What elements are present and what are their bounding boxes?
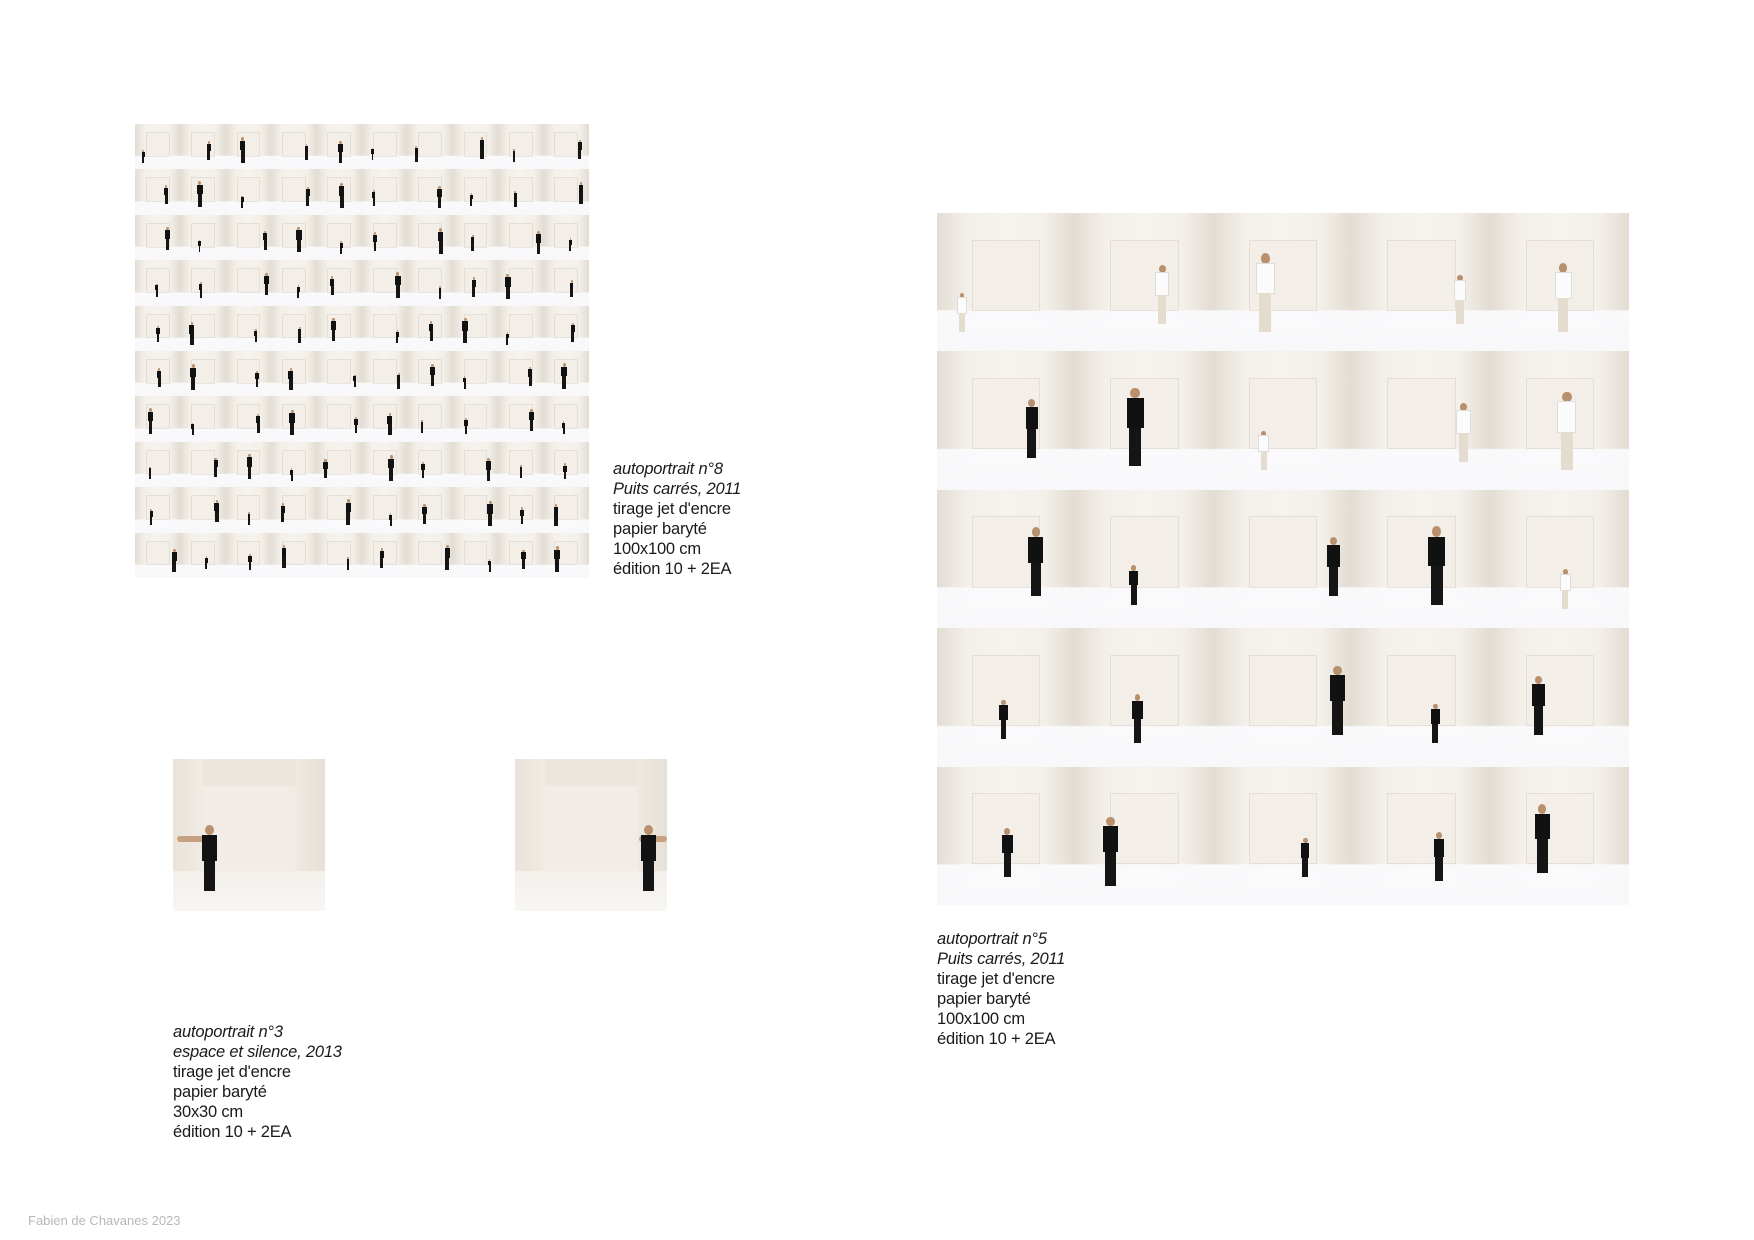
room-tile xyxy=(135,215,180,260)
room-tile xyxy=(498,533,543,578)
figure-silhouette xyxy=(463,376,466,389)
figure-silhouette xyxy=(289,410,295,436)
room-tile xyxy=(498,442,543,487)
figure-silhouette xyxy=(338,141,343,163)
room-tile xyxy=(1214,767,1352,905)
room-tile xyxy=(453,169,498,214)
room-tile xyxy=(180,351,225,396)
figure-silhouette xyxy=(578,140,582,159)
room-tile xyxy=(407,215,452,260)
room-tile xyxy=(453,124,498,169)
caption-series: espace et silence, 2013 xyxy=(173,1043,342,1061)
caption-series: Puits carrés, 2011 xyxy=(937,950,1066,968)
figure-silhouette xyxy=(156,326,159,342)
room-tile xyxy=(937,351,1075,489)
figure-silhouette xyxy=(1026,399,1039,458)
figure-silhouette xyxy=(380,548,384,567)
room-tile xyxy=(317,351,362,396)
figure-silhouette xyxy=(1327,537,1340,596)
room-tile xyxy=(498,306,543,351)
figure-silhouette xyxy=(347,557,350,570)
figure-silhouette xyxy=(563,463,566,479)
figure-silhouette xyxy=(353,375,356,388)
room-tile xyxy=(135,306,180,351)
figure-silhouette xyxy=(248,512,251,525)
caption-edition: édition 10 + 2EA xyxy=(613,560,732,578)
room-tile xyxy=(226,124,271,169)
artwork-autoportrait-5 xyxy=(937,213,1629,905)
caption-title: autoportrait n°8 xyxy=(613,460,723,478)
figure-silhouette xyxy=(1431,704,1440,743)
figure-silhouette xyxy=(561,363,567,389)
figure-silhouette xyxy=(165,227,170,249)
artwork-autoportrait-8 xyxy=(135,124,589,578)
figure-silhouette xyxy=(387,413,392,435)
room-tile xyxy=(226,533,271,578)
room-tile xyxy=(226,396,271,441)
room-tile xyxy=(498,215,543,260)
room-tile xyxy=(180,442,225,487)
room-tile xyxy=(317,169,362,214)
figure-silhouette xyxy=(439,286,442,299)
figure-silhouette xyxy=(529,409,534,431)
caption-series: Puits carrés, 2011 xyxy=(613,480,742,498)
room-tile xyxy=(135,169,180,214)
figure-silhouette xyxy=(570,280,573,296)
figure-silhouette xyxy=(306,187,310,206)
figure-silhouette xyxy=(396,330,399,343)
room-tile xyxy=(317,306,362,351)
figure-silhouette xyxy=(1156,265,1169,324)
room-tile xyxy=(362,442,407,487)
room-tile xyxy=(1214,490,1352,628)
room-tile xyxy=(544,215,589,260)
room-tile xyxy=(271,487,316,532)
figure-silhouette xyxy=(415,146,418,162)
figure-silhouette xyxy=(1132,694,1143,743)
room-tile xyxy=(407,124,452,169)
figure-silhouette xyxy=(172,549,177,571)
room-tile xyxy=(362,306,407,351)
figure-silhouette xyxy=(397,373,400,389)
room-tile xyxy=(180,487,225,532)
figure-silhouette xyxy=(422,504,426,523)
room-tile xyxy=(544,533,589,578)
figure-silhouette xyxy=(197,181,203,207)
figure-silhouette xyxy=(1428,526,1445,605)
room-tile xyxy=(362,396,407,441)
figure-silhouette xyxy=(389,513,392,526)
figure-silhouette xyxy=(487,501,493,527)
room-tile xyxy=(407,351,452,396)
caption-autoportrait-5 xyxy=(937,929,1065,1049)
figure-silhouette xyxy=(205,556,208,569)
room-tile xyxy=(544,124,589,169)
figure-silhouette xyxy=(199,282,202,298)
room-tile xyxy=(226,442,271,487)
caption-title: autoportrait n°5 xyxy=(937,930,1047,948)
room-tile xyxy=(1075,351,1213,489)
room-tile xyxy=(135,351,180,396)
room-tile xyxy=(407,260,452,305)
room-tile xyxy=(317,124,362,169)
figure-silhouette xyxy=(240,137,246,163)
figure-silhouette xyxy=(1330,666,1345,735)
room-tile xyxy=(453,306,498,351)
room-tile xyxy=(453,396,498,441)
figure-silhouette xyxy=(1434,832,1445,881)
figure-silhouette xyxy=(554,504,559,526)
figure-silhouette xyxy=(464,418,467,434)
room-tile xyxy=(226,215,271,260)
figure-silhouette xyxy=(472,277,476,296)
room-tile xyxy=(135,124,180,169)
room-tile xyxy=(271,260,316,305)
figure-silhouette xyxy=(1556,263,1571,332)
room-tile xyxy=(180,260,225,305)
figure-silhouette xyxy=(513,149,516,162)
figure-silhouette xyxy=(189,322,194,344)
figure-silhouette xyxy=(471,235,474,251)
figure-silhouette xyxy=(296,227,302,253)
room-tile xyxy=(180,169,225,214)
caption-paper: papier baryté xyxy=(613,520,707,538)
figure-silhouette xyxy=(388,455,394,481)
room-tile xyxy=(498,351,543,396)
room-tile xyxy=(1075,628,1213,766)
room-tile xyxy=(362,533,407,578)
room-tile xyxy=(135,260,180,305)
room-tile xyxy=(453,533,498,578)
room-tile xyxy=(271,215,316,260)
figure-silhouette xyxy=(437,186,442,208)
room-tile xyxy=(453,351,498,396)
room-tile xyxy=(1075,490,1213,628)
footer-credit: Fabien de Chavanes 2023 xyxy=(28,1213,181,1228)
room-tile xyxy=(1491,767,1629,905)
room-tile xyxy=(498,260,543,305)
figure-silhouette xyxy=(263,231,267,250)
caption-size: 100x100 cm xyxy=(613,540,701,558)
figure-silhouette xyxy=(281,503,285,522)
room-tile xyxy=(498,396,543,441)
room-tile xyxy=(226,306,271,351)
figure-silhouette xyxy=(1103,817,1118,886)
figure-silhouette xyxy=(255,371,258,387)
figure-silhouette xyxy=(373,232,377,251)
room-tile xyxy=(317,487,362,532)
room-tile xyxy=(362,215,407,260)
figure-silhouette xyxy=(438,228,444,254)
figure-silhouette xyxy=(148,408,154,434)
figure-silhouette xyxy=(190,364,196,390)
figure-silhouette xyxy=(191,423,194,436)
figure-silhouette xyxy=(506,332,509,345)
caption-paper: papier baryté xyxy=(173,1083,267,1101)
room-tile xyxy=(544,487,589,532)
room-tile xyxy=(407,442,452,487)
room-tile xyxy=(1352,351,1490,489)
room-tile xyxy=(317,215,362,260)
room-grid-10x10 xyxy=(135,124,589,578)
room-tile xyxy=(271,306,316,351)
figure-silhouette xyxy=(371,148,374,161)
room-tile xyxy=(1352,767,1490,905)
figure-silhouette xyxy=(346,499,352,525)
figure-silhouette xyxy=(1028,527,1043,596)
figure-silhouette xyxy=(430,364,435,386)
figure-silhouette xyxy=(331,318,336,340)
figure-silhouette xyxy=(248,554,251,570)
figure-silhouette xyxy=(528,367,532,386)
room-tile xyxy=(180,396,225,441)
caption-size: 30x30 cm xyxy=(173,1103,243,1121)
room-tile xyxy=(1491,213,1629,351)
caption-autoportrait-8 xyxy=(613,459,741,579)
figure-silhouette xyxy=(1301,838,1310,877)
figure-silhouette xyxy=(999,700,1008,739)
room-tile xyxy=(407,396,452,441)
figure-silhouette xyxy=(554,546,560,572)
figure-silhouette xyxy=(421,420,424,433)
room-tile xyxy=(544,351,589,396)
room-tile xyxy=(498,169,543,214)
room-tile xyxy=(407,169,452,214)
figure-silhouette xyxy=(214,458,218,477)
room-tile xyxy=(937,628,1075,766)
figure-silhouette xyxy=(958,293,967,332)
figure-silhouette xyxy=(486,458,491,480)
figure-silhouette xyxy=(264,273,269,295)
room-tile xyxy=(317,260,362,305)
figure-silhouette xyxy=(157,368,161,387)
figure-silhouette xyxy=(155,284,158,297)
room-tile xyxy=(362,124,407,169)
figure-silhouette xyxy=(256,414,260,433)
figure-silhouette xyxy=(505,274,511,300)
figure-silhouette xyxy=(1259,431,1268,470)
figure-silhouette xyxy=(514,191,517,207)
room-tile xyxy=(135,487,180,532)
caption-title: autoportrait n°3 xyxy=(173,1023,283,1041)
room-tile xyxy=(271,124,316,169)
figure-silhouette xyxy=(395,272,401,298)
caption-technique: tirage jet d'encre xyxy=(173,1063,291,1081)
room-tile xyxy=(271,351,316,396)
room-tile xyxy=(407,487,452,532)
room-tile xyxy=(544,306,589,351)
room-tile xyxy=(362,351,407,396)
room-tile xyxy=(271,169,316,214)
room-tile xyxy=(453,215,498,260)
room-tile xyxy=(317,396,362,441)
figure-silhouette xyxy=(520,465,523,478)
room-tile xyxy=(226,169,271,214)
room-tile xyxy=(498,124,543,169)
figure-silhouette xyxy=(462,318,468,344)
room-tile xyxy=(1214,213,1352,351)
room-tile xyxy=(544,260,589,305)
figure-silhouette xyxy=(297,285,300,298)
room-tile xyxy=(1352,213,1490,351)
artwork-autoportrait-3-left xyxy=(173,759,325,911)
figure-silhouette xyxy=(1535,804,1550,873)
room-tile xyxy=(135,396,180,441)
room-tile xyxy=(937,767,1075,905)
room-tile xyxy=(407,306,452,351)
figure-silhouette xyxy=(1455,275,1466,324)
figure-silhouette xyxy=(305,144,308,160)
room-tile xyxy=(1352,490,1490,628)
figure-silhouette xyxy=(214,500,219,522)
room-tile xyxy=(226,351,271,396)
room-tile xyxy=(135,533,180,578)
figure-silhouette xyxy=(207,141,211,160)
caption-technique: tirage jet d'encre xyxy=(937,970,1055,988)
figure-silhouette xyxy=(298,327,301,343)
caption-paper: papier baryté xyxy=(937,990,1031,1008)
figure-silhouette xyxy=(1257,253,1274,332)
room-tile xyxy=(453,442,498,487)
figure-silhouette xyxy=(1561,569,1570,608)
caption-technique: tirage jet d'encre xyxy=(613,500,731,518)
figure-silhouette xyxy=(571,323,575,342)
room-tile xyxy=(226,487,271,532)
figure-silhouette xyxy=(1558,392,1575,471)
figure-silhouette xyxy=(282,545,287,567)
room-tile xyxy=(937,490,1075,628)
room-tile xyxy=(362,487,407,532)
figure-silhouette xyxy=(429,321,433,340)
room-tile xyxy=(1075,767,1213,905)
figure-silhouette xyxy=(372,190,375,206)
figure-silhouette xyxy=(521,550,525,569)
room-tile xyxy=(1214,351,1352,489)
figure-silhouette xyxy=(569,238,572,251)
room-tile xyxy=(544,396,589,441)
room-tile xyxy=(271,533,316,578)
caption-edition: édition 10 + 2EA xyxy=(173,1123,292,1141)
room-tile xyxy=(1352,628,1490,766)
room-tile xyxy=(271,396,316,441)
room-tile xyxy=(226,260,271,305)
caption-size: 100x100 cm xyxy=(937,1010,1025,1028)
room-tile xyxy=(1491,628,1629,766)
artwork-autoportrait-3-right xyxy=(515,759,667,911)
figure-silhouette xyxy=(445,545,451,571)
room-tile xyxy=(180,306,225,351)
room-tile xyxy=(180,124,225,169)
room-tile xyxy=(453,487,498,532)
room-tile xyxy=(1075,213,1213,351)
room-tile xyxy=(135,442,180,487)
figure-silhouette xyxy=(470,193,473,206)
figure-silhouette xyxy=(354,417,357,433)
figure-silhouette xyxy=(254,329,257,342)
figure-silhouette xyxy=(247,454,253,480)
figure-silhouette xyxy=(198,240,201,253)
figure-silhouette xyxy=(1532,676,1545,735)
room-grid-5x5 xyxy=(937,213,1629,905)
figure-silhouette xyxy=(1002,828,1013,877)
room-tile xyxy=(453,260,498,305)
room-tile xyxy=(544,442,589,487)
figure-silhouette xyxy=(164,185,168,204)
caption-autoportrait-3 xyxy=(173,1022,342,1142)
room-tile xyxy=(317,533,362,578)
figure-silhouette xyxy=(323,459,327,478)
room-tile xyxy=(1214,628,1352,766)
room-tile xyxy=(362,169,407,214)
room-tile xyxy=(937,213,1075,351)
figure-silhouette xyxy=(340,241,343,254)
room-tile xyxy=(362,260,407,305)
figure-silhouette xyxy=(339,183,345,209)
figure-silhouette xyxy=(480,137,485,159)
figure-silhouette xyxy=(579,182,584,204)
figure-silhouette xyxy=(488,559,491,572)
caption-edition: édition 10 + 2EA xyxy=(937,1030,1056,1048)
room-tile xyxy=(180,533,225,578)
figure-silhouette xyxy=(536,231,541,253)
figure-silhouette xyxy=(1127,388,1144,467)
figure-silhouette xyxy=(241,196,244,209)
figure-silhouette xyxy=(562,421,565,434)
room-tile xyxy=(407,533,452,578)
room-tile xyxy=(1491,490,1629,628)
figure-silhouette xyxy=(150,509,153,525)
figure-silhouette xyxy=(142,150,145,163)
room-tile xyxy=(271,442,316,487)
figure-silhouette xyxy=(290,468,293,481)
figure-silhouette xyxy=(421,462,424,478)
figure-silhouette xyxy=(330,276,334,295)
room-tile xyxy=(317,442,362,487)
figure-silhouette xyxy=(288,368,293,390)
figure-silhouette xyxy=(149,467,152,480)
room-tile xyxy=(1491,351,1629,489)
room-tile xyxy=(498,487,543,532)
figure-silhouette xyxy=(1457,403,1470,462)
room-tile xyxy=(180,215,225,260)
room-tile xyxy=(544,169,589,214)
figure-silhouette xyxy=(520,507,523,523)
figure-silhouette xyxy=(1129,565,1138,604)
